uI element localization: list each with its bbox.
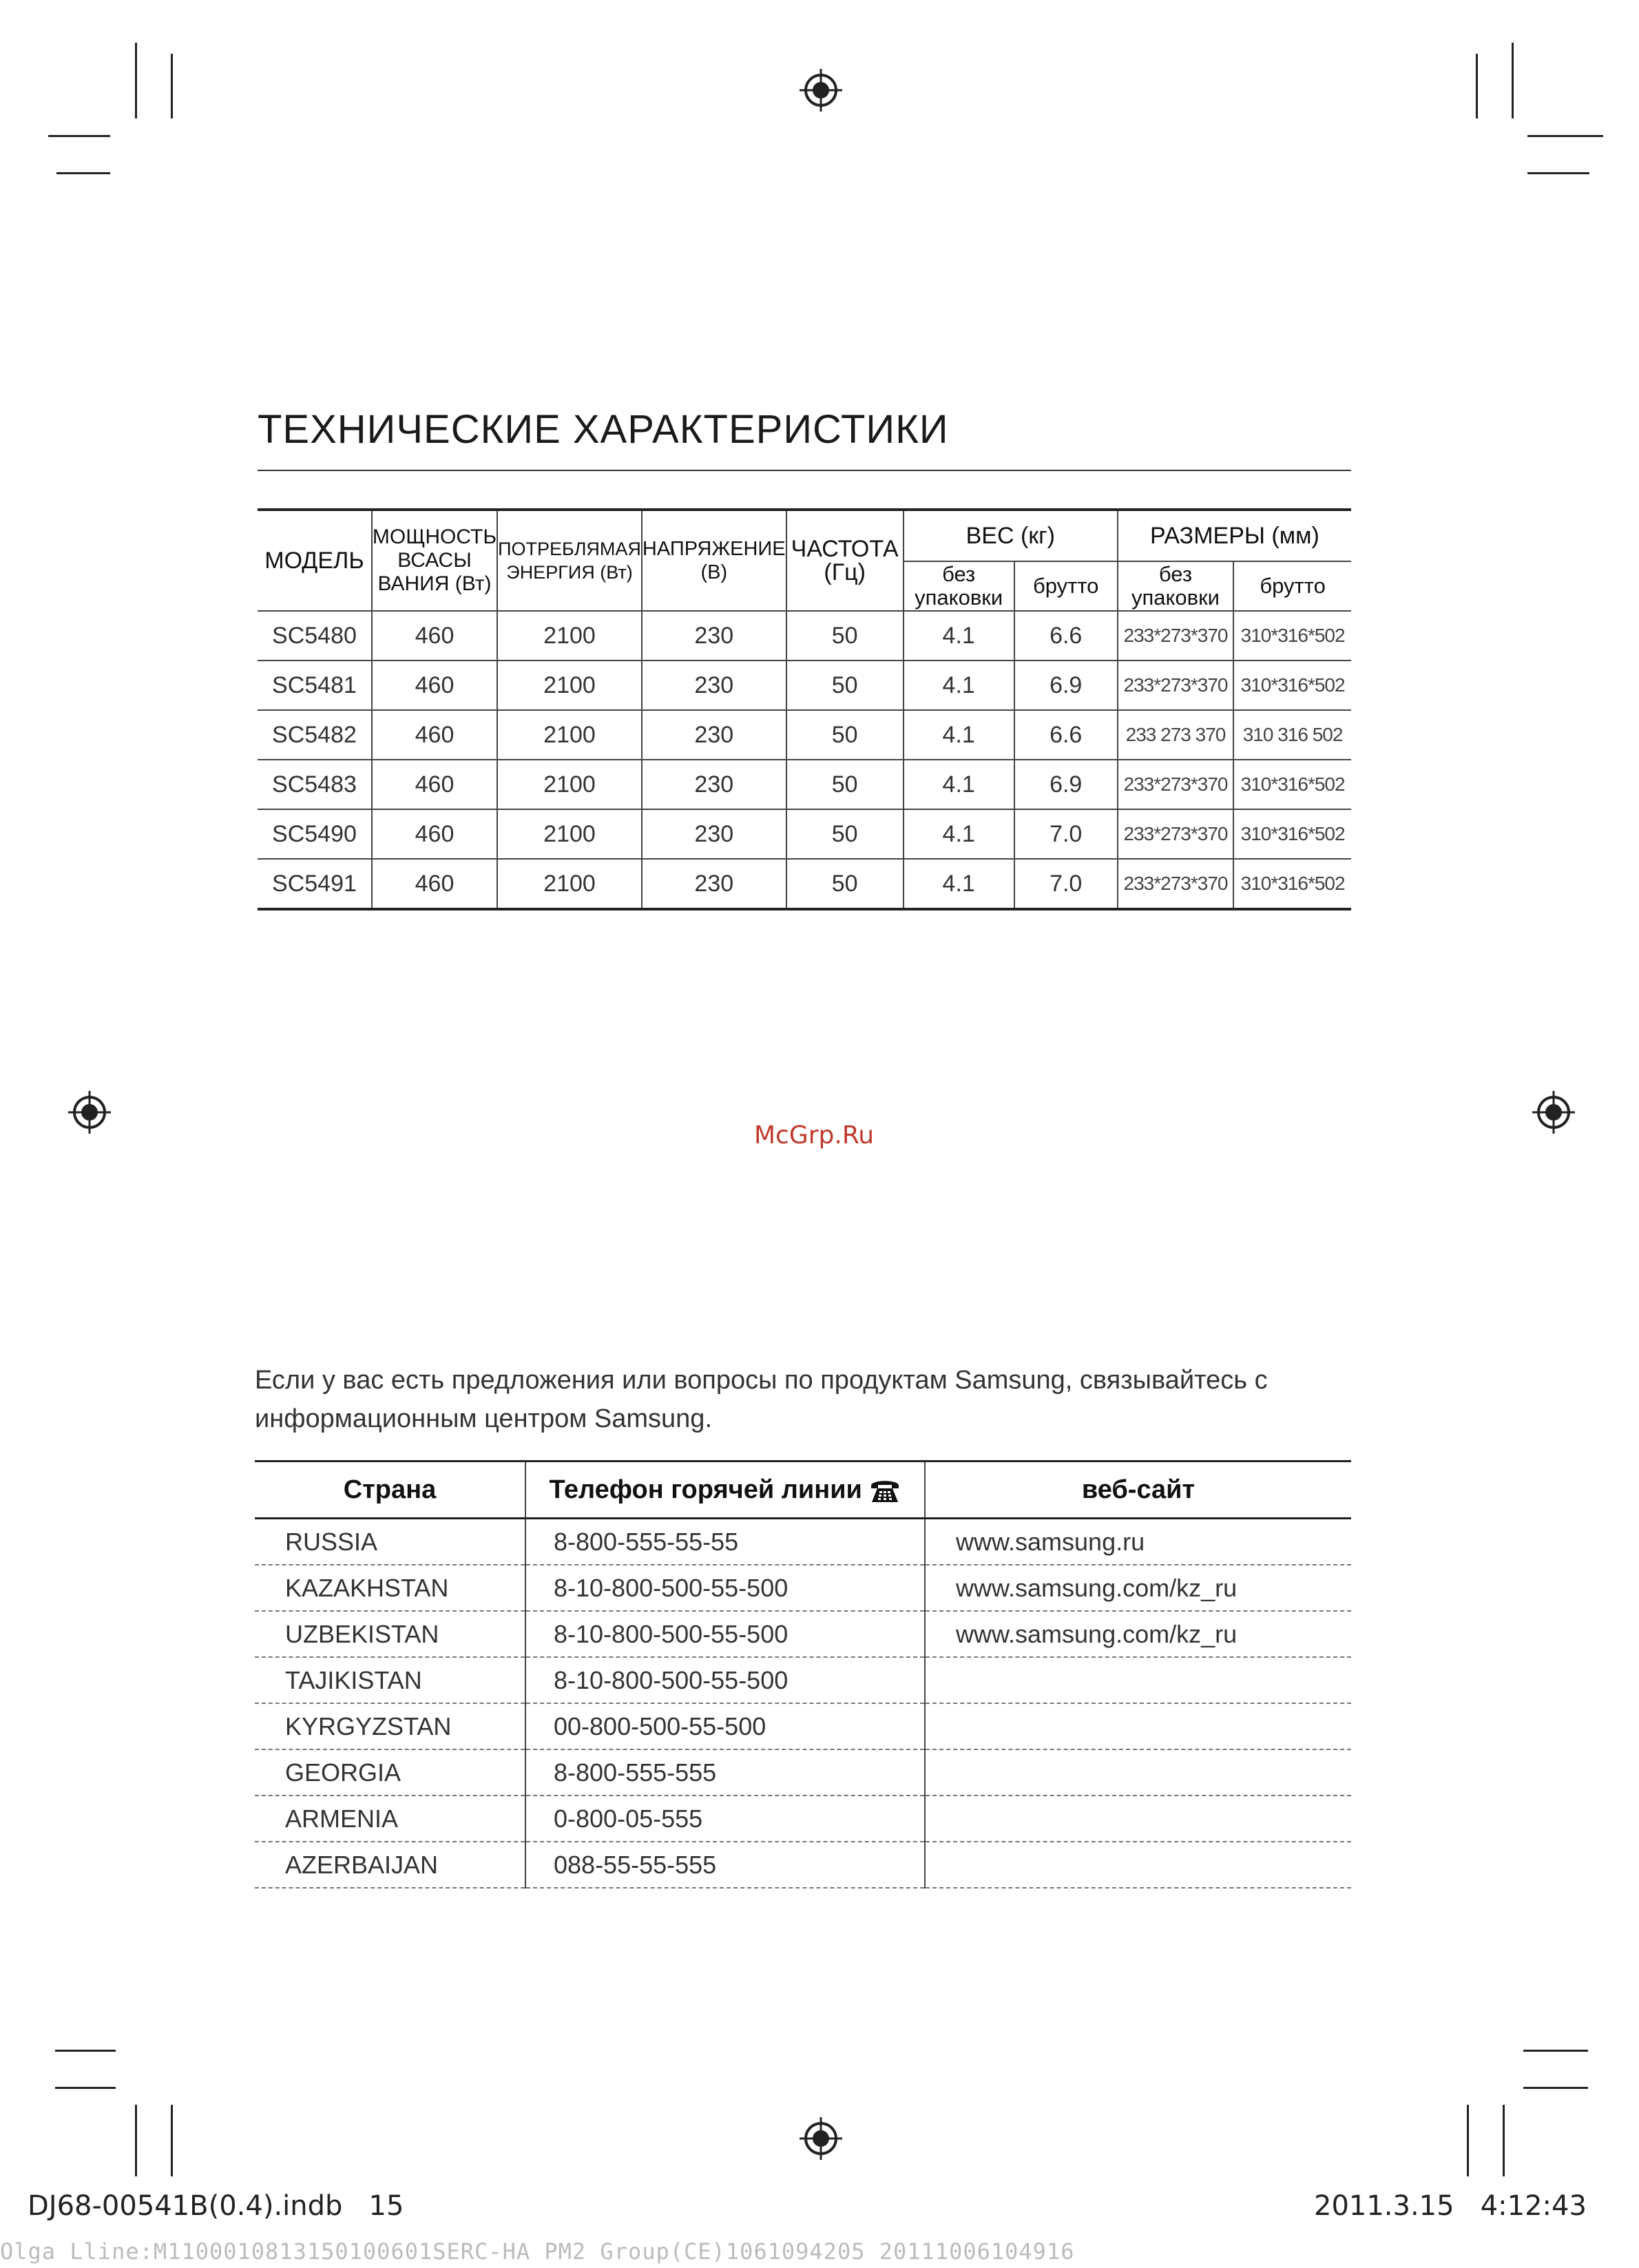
cell-power: 2100 [497, 660, 642, 710]
cell-w-net: 4.1 [904, 710, 1014, 760]
cell-phone: 8-10-800-500-55-500 [525, 1565, 925, 1611]
cell-freq: 50 [786, 809, 904, 859]
table-row [255, 1519, 1351, 1565]
cell-country: GEORGIA [255, 1749, 525, 1796]
cell-model: SC5483 [258, 760, 372, 809]
crop-mark [171, 54, 173, 118]
cell-d-net: 233*273*370 [1118, 611, 1233, 660]
telephone-icon [869, 1476, 901, 1504]
header-website: веб-сайт [925, 1461, 1351, 1519]
cell-d-gross: 310*316*502 [1233, 760, 1351, 809]
cell-suction: 460 [372, 859, 497, 909]
table-row [258, 611, 1351, 660]
contact-table [255, 1460, 1351, 1889]
crop-mark [1523, 2050, 1588, 2052]
registration-mark-icon [800, 69, 842, 112]
footer-slug: Olga Lline:M1100010813150100601SERC-HA PM2 Group(CE)1061094205 20111006104916 [0, 2238, 1075, 2265]
cell-voltage: 230 [642, 859, 786, 909]
crop-mark [48, 135, 110, 137]
cell-d-net: 233*273*370 [1118, 760, 1233, 809]
cell-phone: 8-10-800-500-55-500 [525, 1657, 925, 1703]
cell-w-gross: 7.0 [1014, 809, 1118, 859]
cell-web: www.samsung.ru [925, 1519, 1351, 1565]
cell-d-net: 233*273*370 [1118, 660, 1233, 710]
header-country: Страна [255, 1461, 525, 1519]
table-row [255, 1749, 1351, 1796]
cell-suction: 460 [372, 809, 497, 859]
cell-w-gross: 7.0 [1014, 859, 1118, 909]
footer-datetime: 2011.3.15 4:12:43 [1314, 2190, 1587, 2222]
cell-power: 2100 [497, 859, 642, 909]
cell-d-gross: 310 316 502 [1233, 710, 1351, 760]
cell-freq: 50 [786, 660, 904, 710]
header-weight-gross: брутто [1014, 561, 1118, 611]
crop-mark [135, 43, 137, 118]
cell-model: SC5491 [258, 859, 372, 909]
cell-country: KYRGYZSTAN [255, 1703, 525, 1749]
table-row [255, 1796, 1351, 1842]
header-weight: ВЕС (кг) [904, 510, 1118, 561]
header-suction-power: МОЩНОСТЬ ВСАСЫ ВАНИЯ (Вт) [372, 510, 497, 611]
cell-web [925, 1657, 1351, 1703]
cell-power: 2100 [497, 611, 642, 660]
cell-web [925, 1796, 1351, 1842]
crop-mark [56, 172, 110, 174]
spec-table [258, 508, 1351, 911]
cell-phone: 8-10-800-500-55-500 [525, 1611, 925, 1657]
cell-phone: 0-800-05-555 [525, 1796, 925, 1842]
crop-mark [1467, 2105, 1469, 2176]
header-voltage: НАПРЯЖЕНИЕ (В) [642, 510, 786, 611]
cell-phone: 088-55-55-555 [525, 1842, 925, 1888]
cell-country: ARMENIA [255, 1796, 525, 1842]
contact-intro-text: Если у вас есть предложения или вопросы по продуктам Samsung, связывайтесь с информационным центром Samsung. [255, 1366, 1268, 1433]
header-hotline: Телефон горячей линии [525, 1461, 925, 1519]
crop-mark [1527, 135, 1603, 137]
cell-voltage: 230 [642, 611, 786, 660]
table-row [255, 1657, 1351, 1703]
cell-country: KAZAKHSTAN [255, 1565, 525, 1611]
table-row [258, 660, 1351, 710]
cell-w-net: 4.1 [904, 809, 1014, 859]
crop-mark [1476, 54, 1478, 118]
cell-w-net: 4.1 [904, 611, 1014, 660]
table-row [258, 809, 1351, 859]
header-dimensions: РАЗМЕРЫ (мм) [1118, 510, 1351, 561]
cell-phone: 00-800-500-55-500 [525, 1703, 925, 1749]
table-row [255, 1842, 1351, 1888]
crop-mark [55, 2050, 116, 2052]
watermark-text: McGrp.Ru [754, 1121, 875, 1149]
table-row [255, 1703, 1351, 1749]
cell-w-gross: 6.9 [1014, 760, 1118, 809]
cell-w-gross: 6.9 [1014, 660, 1118, 710]
cell-country: RUSSIA [255, 1519, 525, 1565]
table-row [255, 1565, 1351, 1611]
cell-d-gross: 310*316*502 [1233, 660, 1351, 710]
cell-d-gross: 310*316*502 [1233, 859, 1351, 909]
crop-mark [55, 2087, 116, 2089]
table-row [258, 760, 1351, 809]
table-row [258, 710, 1351, 760]
cell-suction: 460 [372, 611, 497, 660]
crop-mark [1512, 43, 1514, 118]
cell-model: SC5480 [258, 611, 372, 660]
cell-freq: 50 [786, 611, 904, 660]
cell-model: SC5481 [258, 660, 372, 710]
cell-web: www.samsung.com/kz_ru [925, 1611, 1351, 1657]
cell-suction: 460 [372, 710, 497, 760]
cell-web [925, 1703, 1351, 1749]
cell-model: SC5490 [258, 809, 372, 859]
cell-country: UZBEKISTAN [255, 1611, 525, 1657]
header-model: МОДЕЛЬ [258, 510, 372, 611]
header-dim-net: без упаковки [1118, 561, 1233, 611]
title-divider [258, 470, 1351, 471]
header-dim-gross: брутто [1233, 561, 1351, 611]
header-frequency: ЧАСТОТА (Гц) [786, 510, 904, 611]
header-weight-net: без упаковки [904, 561, 1014, 611]
cell-w-gross: 6.6 [1014, 611, 1118, 660]
cell-web [925, 1842, 1351, 1888]
cell-w-net: 4.1 [904, 760, 1014, 809]
cell-suction: 460 [372, 760, 497, 809]
cell-w-gross: 6.6 [1014, 710, 1118, 760]
cell-phone: 8-800-555-555 [525, 1749, 925, 1796]
cell-power: 2100 [497, 760, 642, 809]
cell-w-net: 4.1 [904, 660, 1014, 710]
cell-power: 2100 [497, 710, 642, 760]
crop-mark [171, 2105, 173, 2176]
table-row [255, 1611, 1351, 1657]
cell-suction: 460 [372, 660, 497, 710]
cell-freq: 50 [786, 859, 904, 909]
cell-d-net: 233*273*370 [1118, 859, 1233, 909]
cell-voltage: 230 [642, 710, 786, 760]
cell-d-net: 233 273 370 [1118, 710, 1233, 760]
crop-mark [1503, 2105, 1505, 2176]
page-title: ТЕХНИЧЕСКИЕ ХАРАКТЕРИСТИКИ [258, 407, 949, 452]
cell-country: AZERBAIJAN [255, 1842, 525, 1888]
cell-voltage: 230 [642, 660, 786, 710]
table-row [258, 859, 1351, 909]
cell-voltage: 230 [642, 760, 786, 809]
registration-mark-icon [1532, 1091, 1575, 1134]
cell-web: www.samsung.com/kz_ru [925, 1565, 1351, 1611]
header-consumption: ПОТРЕБЛЯМАЯ ЭНЕРГИЯ (Вт) [497, 510, 642, 611]
cell-web [925, 1749, 1351, 1796]
crop-mark [1527, 172, 1589, 174]
crop-mark [1523, 2087, 1588, 2089]
crop-mark [135, 2105, 137, 2176]
cell-power: 2100 [497, 809, 642, 859]
cell-w-net: 4.1 [904, 859, 1014, 909]
cell-country: TAJIKISTAN [255, 1657, 525, 1703]
footer-file-info: DJ68-00541B(0.4).indb 15 [28, 2190, 404, 2222]
cell-d-gross: 310*316*502 [1233, 611, 1351, 660]
registration-mark-icon [68, 1091, 111, 1134]
cell-model: SC5482 [258, 710, 372, 760]
cell-freq: 50 [786, 710, 904, 760]
cell-voltage: 230 [642, 809, 786, 859]
cell-d-net: 233*273*370 [1118, 809, 1233, 859]
cell-phone: 8-800-555-55-55 [525, 1519, 925, 1565]
cell-d-gross: 310*316*502 [1233, 809, 1351, 859]
registration-mark-icon [800, 2117, 842, 2160]
cell-freq: 50 [786, 760, 904, 809]
